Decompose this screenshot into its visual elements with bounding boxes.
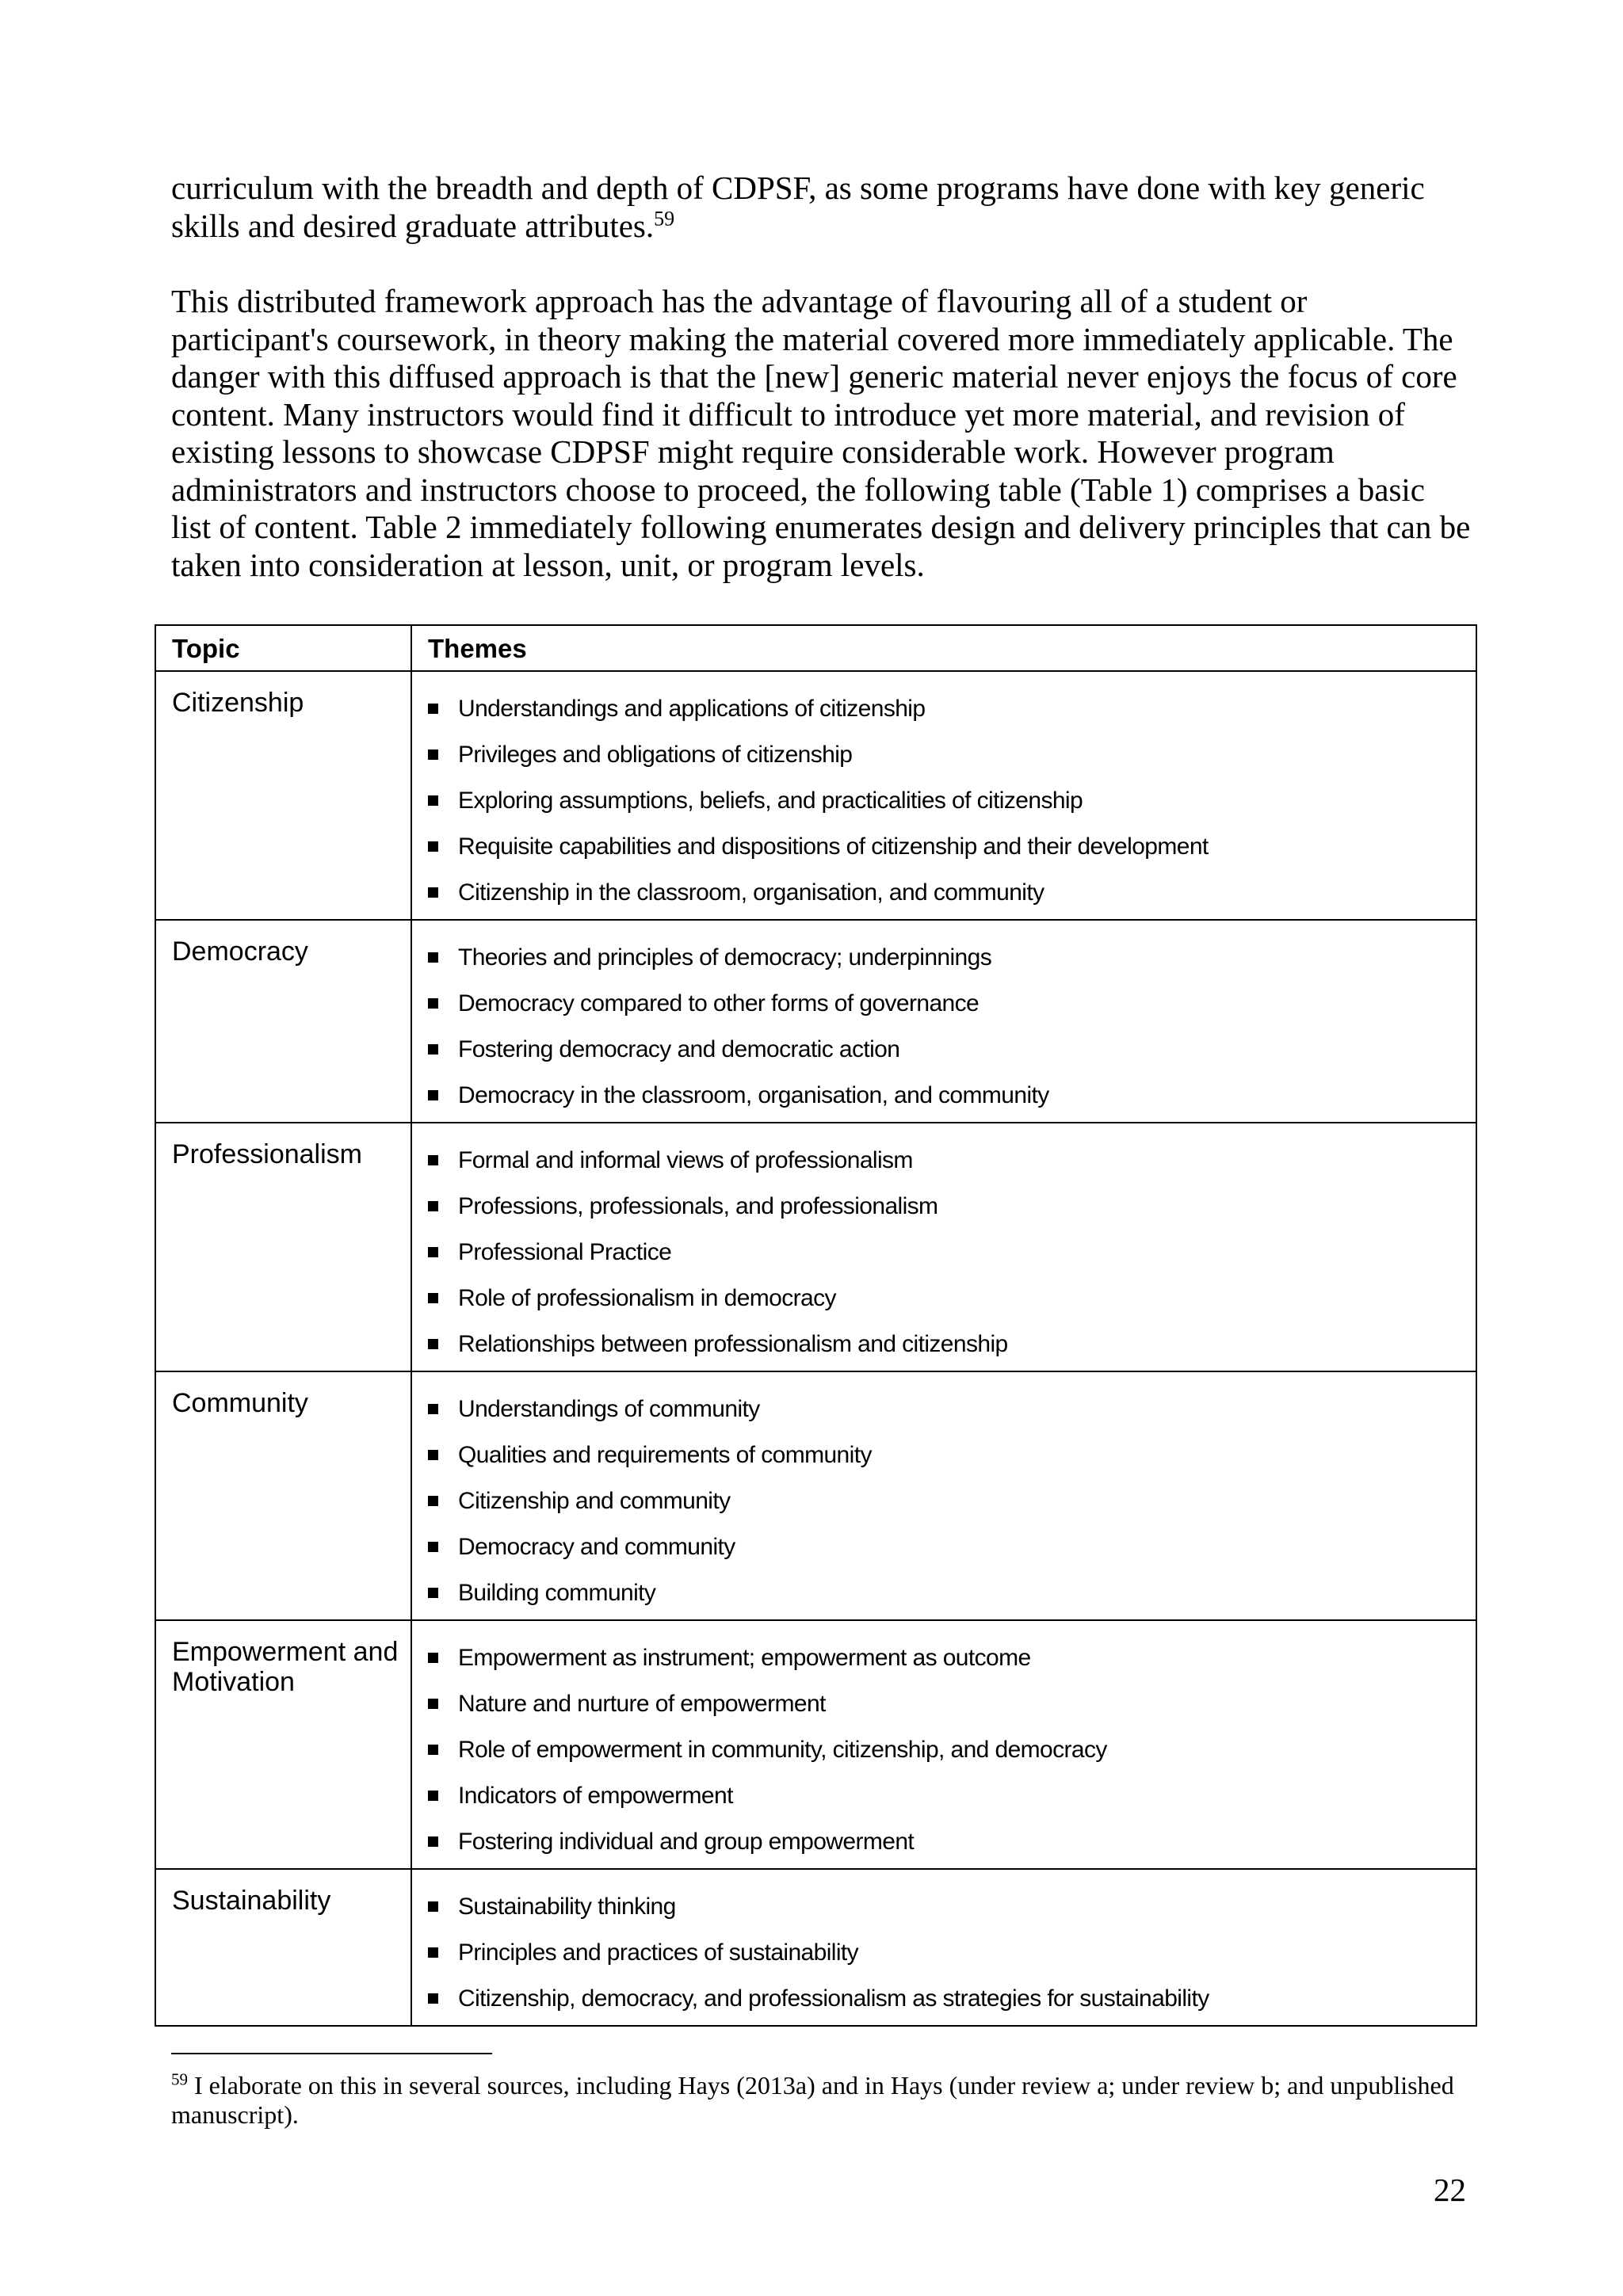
table-row	[155, 671, 1476, 920]
list-item: Building community	[426, 1570, 1468, 1616]
list-item: Democracy compared to other forms of governance	[426, 981, 1468, 1027]
topic-cell: Citizenship	[155, 671, 411, 920]
list-item: Privileges and obligations of citizenship	[426, 732, 1468, 778]
list-item: Understandings of community	[426, 1386, 1468, 1432]
page-number: 22	[1434, 2172, 1466, 2208]
list-item: Role of professionalism in democracy	[426, 1276, 1468, 1322]
list-item: Citizenship in the classroom, organisation, and community	[426, 870, 1468, 916]
list-item: Fostering individual and group empowerment	[426, 1819, 1468, 1865]
list-item: Democracy and community	[426, 1524, 1468, 1570]
themes-cell	[411, 1371, 1476, 1620]
list-item: Exploring assumptions, beliefs, and practicalities of citizenship	[426, 778, 1468, 824]
body-paragraph-1	[171, 170, 1471, 245]
topic-cell: Professionalism	[155, 1123, 411, 1371]
topic-cell: Democracy	[155, 920, 411, 1123]
themes-cell	[411, 671, 1476, 920]
themes-list	[426, 1884, 1468, 2022]
list-item: Principles and practices of sustainability	[426, 1930, 1468, 1976]
header-themes: Themes	[411, 625, 1476, 671]
list-item: Citizenship and community	[426, 1478, 1468, 1524]
themes-list	[426, 1635, 1468, 1865]
list-item: Formal and informal views of professionalism	[426, 1138, 1468, 1184]
list-item: Fostering democracy and democratic action	[426, 1027, 1468, 1073]
list-item: Citizenship, democracy, and professionalism as strategies for sustainability	[426, 1976, 1468, 2022]
list-item: Democracy in the classroom, organisation, and community	[426, 1073, 1468, 1119]
topic-cell: Community	[155, 1371, 411, 1620]
table-row	[155, 1620, 1476, 1869]
table-row	[155, 920, 1476, 1123]
topic-cell: Empowerment and Motivation	[155, 1620, 411, 1869]
list-item: Professional Practice	[426, 1230, 1468, 1276]
list-item: Empowerment as instrument; empowerment as outcome	[426, 1635, 1468, 1681]
list-item: Qualities and requirements of community	[426, 1432, 1468, 1478]
list-item: Role of empowerment in community, citizenship, and democracy	[426, 1727, 1468, 1773]
list-item: Theories and principles of democracy; underpinnings	[426, 935, 1468, 981]
topic-cell: Sustainability	[155, 1869, 411, 2026]
table-body	[155, 671, 1476, 2026]
themes-cell	[411, 1620, 1476, 1869]
list-item: Nature and nurture of empowerment	[426, 1681, 1468, 1727]
footnote-divider	[171, 2053, 492, 2054]
list-item: Sustainability thinking	[426, 1884, 1468, 1930]
topics-table	[155, 624, 1477, 2027]
footnote	[171, 2071, 1471, 2130]
footnote-text: I elaborate on this in several sources, including Hays (2013a) and in Hays (under review a; under review b; and unpublished manuscript).	[171, 2071, 1454, 2129]
themes-list	[426, 935, 1468, 1119]
table-row	[155, 1869, 1476, 2026]
list-item: Professions, professionals, and professionalism	[426, 1184, 1468, 1230]
themes-cell	[411, 1869, 1476, 2026]
footnote-reference[interactable]: 59	[654, 206, 675, 230]
themes-list	[426, 1386, 1468, 1616]
body-paragraph-2: This distributed framework approach has the advantage of flavouring all of a student or participant's coursework, in theory making the material covered more immediately applicable. The danger with this diffused approach is that the [new] generic material never enjoys the focus of core content. Many instructors would find it difficult to introduce yet more material, and revision of existing lessons to showcase CDPSF might require considerable work. However program administrators and instructors choose to proceed, the following table (Table 1) comprises a basic list of content. Table 2 immediately following enumerates design and delivery principles that can be taken into consideration at lesson, unit, or program levels.	[171, 283, 1471, 583]
themes-cell	[411, 1123, 1476, 1371]
list-item: Relationships between professionalism and citizenship	[426, 1322, 1468, 1367]
list-item: Requisite capabilities and dispositions of citizenship and their development	[426, 824, 1468, 870]
header-topic: Topic	[155, 625, 411, 671]
table-row	[155, 1123, 1476, 1371]
table-header-row	[155, 625, 1476, 671]
list-item: Understandings and applications of citizenship	[426, 686, 1468, 732]
table-row	[155, 1371, 1476, 1620]
paragraph-1-text: curriculum with the breadth and depth of CDPSF, as some programs have done with key generic skills and desired graduate attributes.	[171, 170, 1425, 244]
footnote-number: 59	[171, 2069, 188, 2089]
themes-list	[426, 686, 1468, 916]
themes-cell	[411, 920, 1476, 1123]
themes-list	[426, 1138, 1468, 1367]
list-item: Indicators of empowerment	[426, 1773, 1468, 1819]
